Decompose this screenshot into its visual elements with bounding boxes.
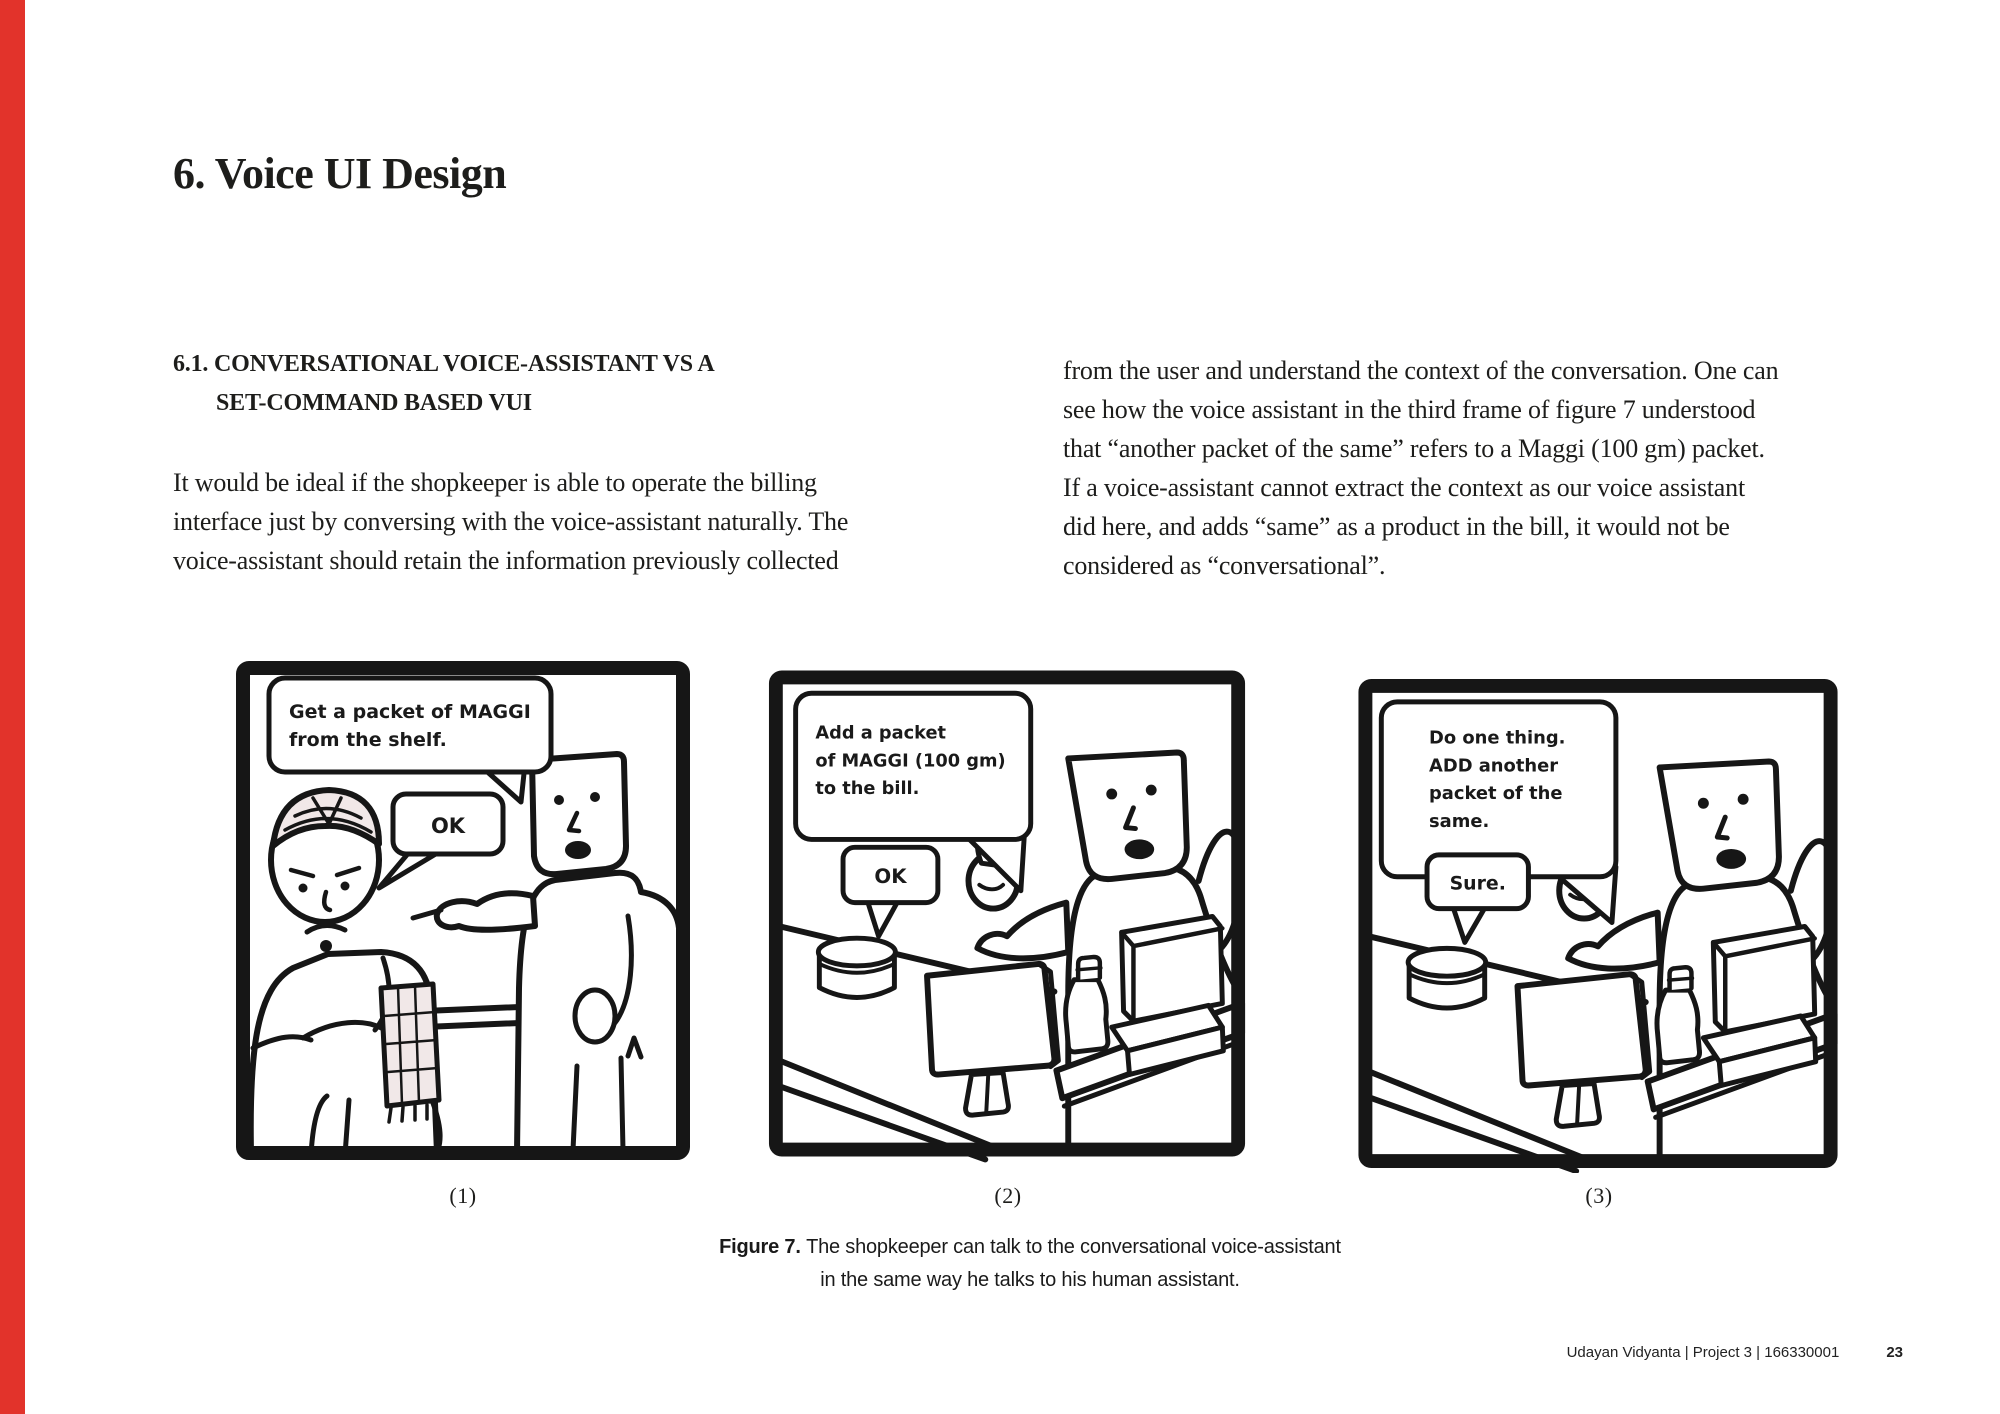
figure-caption-prefix: Figure 7. bbox=[719, 1236, 801, 1258]
speech-bubble-reply bbox=[1427, 855, 1528, 942]
shopkeeper-eye bbox=[590, 792, 600, 802]
comic-panel-1-drawing bbox=[233, 658, 693, 1163]
comic-panel-3 bbox=[1352, 676, 1846, 1173]
shopkeeper-eye bbox=[554, 795, 564, 805]
comic-panel-2 bbox=[766, 666, 1250, 1163]
stand-split bbox=[986, 1075, 988, 1113]
bubble-text-line: Do one thing. bbox=[1429, 727, 1566, 749]
vui-device-screen bbox=[927, 964, 1054, 1075]
tin-lid bbox=[818, 938, 895, 966]
shopkeeper-eye bbox=[1738, 794, 1749, 805]
figure-caption-text: The shopkeeper can talk to the conversational voice-assistant bbox=[806, 1236, 1341, 1258]
panel-label-3: (3) bbox=[1585, 1183, 1613, 1208]
page-number: 23 bbox=[1886, 1344, 1903, 1361]
assistant-eye bbox=[341, 882, 350, 891]
shopkeeper-mouth bbox=[1125, 839, 1155, 859]
bubble-text-line: Get a packet of MAGGI bbox=[289, 701, 531, 723]
bubble-text-line: of MAGGI (100 gm) bbox=[815, 751, 1006, 772]
figure-caption bbox=[530, 1231, 1530, 1297]
bubble-reply-text: OK bbox=[874, 864, 907, 888]
panel-label-1: (1) bbox=[449, 1183, 477, 1208]
body-line: that “another packet of the same” refers to a Maggi (100 gm) packet. bbox=[1063, 434, 1765, 463]
shopkeeper-mouth bbox=[1716, 849, 1746, 869]
speech-bubble-reply bbox=[379, 794, 503, 888]
vui-device-screen bbox=[1517, 974, 1645, 1085]
bubble-text-line: to the bill. bbox=[815, 778, 920, 799]
body-line: from the user and understand the context of the conversation. One can bbox=[1063, 356, 1779, 385]
assistant-beard-dot bbox=[320, 940, 332, 952]
speech-bubble-command bbox=[269, 678, 551, 802]
comic-panel-2-drawing bbox=[766, 666, 1250, 1163]
accent-bar bbox=[0, 0, 25, 1414]
bubble-reply-text: Sure. bbox=[1449, 872, 1506, 895]
speech-bubble-reply bbox=[843, 847, 938, 936]
body-line: interface just by conversing with the voice-assistant naturally. The bbox=[173, 507, 849, 536]
shopkeeper-eye bbox=[1698, 798, 1709, 809]
shopkeeper-head bbox=[1660, 761, 1779, 888]
assistant-scarf bbox=[381, 984, 439, 1106]
body-line: considered as “conversational”. bbox=[1063, 551, 1386, 580]
body-line: It would be ideal if the shopkeeper is able to operate the billing bbox=[173, 468, 817, 497]
comic-panel-1 bbox=[233, 658, 693, 1163]
figure-caption-line1 bbox=[530, 1231, 1530, 1264]
stand-split bbox=[1577, 1086, 1579, 1124]
section-heading-line2: SET-COMMAND BASED VUI bbox=[216, 390, 532, 416]
bubble-text-line: same. bbox=[1429, 811, 1490, 833]
shopkeeper-eye bbox=[1106, 789, 1117, 800]
shopkeeper-mouth bbox=[565, 841, 591, 859]
bubble-text-line: packet of the bbox=[1429, 783, 1563, 805]
page-title: 6. Voice UI Design bbox=[173, 149, 507, 198]
comic-panel-3-drawing bbox=[1352, 676, 1846, 1173]
body-line: did here, and adds “same” as a product in the bill, it would not be bbox=[1063, 512, 1730, 541]
assistant-eye bbox=[299, 884, 308, 893]
shopkeeper-hand bbox=[575, 990, 615, 1042]
section-heading-line1: 6.1. CONVERSATIONAL VOICE-ASSISTANT VS A bbox=[173, 351, 715, 377]
body-line: see how the voice assistant in the third frame of figure 7 understood bbox=[1063, 395, 1756, 424]
body-line: voice-assistant should retain the information previously collected bbox=[173, 546, 839, 575]
panel-label-2: (2) bbox=[994, 1183, 1022, 1208]
assistant-frown bbox=[307, 925, 345, 932]
bubble-text-line: Add a packet bbox=[815, 723, 947, 744]
shopkeeper-head bbox=[1068, 753, 1187, 880]
body-line: If a voice-assistant cannot extract the context as our voice assistant bbox=[1063, 473, 1745, 502]
page-footer bbox=[1567, 1344, 1903, 1361]
bubble-text-line: from the shelf. bbox=[289, 729, 447, 751]
bottle-cap-band bbox=[1669, 978, 1693, 980]
body-column-left bbox=[173, 463, 848, 580]
bubble-body bbox=[269, 678, 551, 772]
pointing-arm bbox=[437, 893, 535, 930]
shopkeeper-eye bbox=[1146, 785, 1157, 796]
bottle-body bbox=[1657, 990, 1700, 1063]
tin-lid bbox=[1408, 948, 1486, 976]
bottle-cap-band bbox=[1077, 968, 1101, 970]
bubble-reply-text: OK bbox=[430, 814, 466, 838]
bubble-text-line: ADD another bbox=[1429, 755, 1559, 777]
footer-credit: Udayan Vidyanta | Project 3 | 166330001 bbox=[1566, 1344, 1840, 1361]
bottle-body bbox=[1066, 980, 1108, 1052]
body-column-right bbox=[1063, 351, 1778, 585]
figure-caption-line2: in the same way he talks to his human assistant. bbox=[820, 1269, 1240, 1291]
